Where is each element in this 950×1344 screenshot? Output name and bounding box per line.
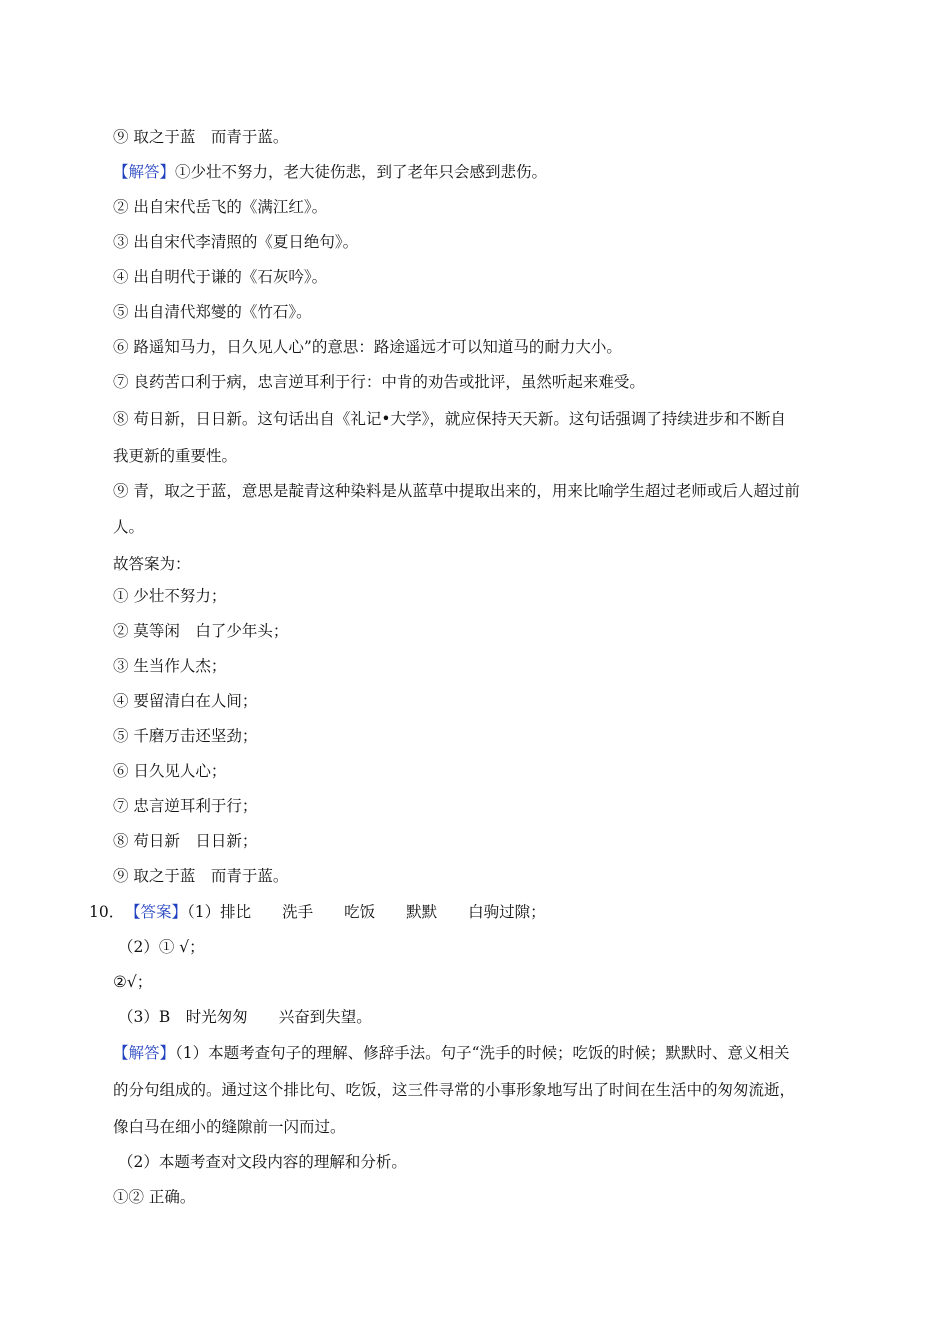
text-line: ①少壮不努力，老大徒伤悲，到了老年只会感到悲伤。 <box>175 163 548 181</box>
text-line: ① 少壮不努力； <box>113 587 227 605</box>
answer-explanation-line <box>113 1043 873 1063</box>
text-line: ⑨ 青，取之于蓝，意思是靛青这种染料是从蓝草中提取出来的，用来比喻学生超过老师或后人超过前 <box>113 482 800 500</box>
text-line: 故答案为： <box>113 555 191 573</box>
text-line: ⑥ 路遥知马力，日久见人心”的意思：路途遥远才可以知道马的耐力大小。 <box>113 338 622 356</box>
text-line: ②√； <box>113 973 153 991</box>
text-line: （2）① √； <box>118 938 205 956</box>
text-line: ⑤ 出自清代郑燮的《竹石》。 <box>113 303 312 321</box>
text-line: ③ 生当作人杰； <box>113 657 227 675</box>
answer-line <box>125 902 885 922</box>
text-line: （1）排比 洗手 吃饭 默默 白驹过隙； <box>187 903 546 921</box>
text-line: ④ 要留清白在人间； <box>113 692 258 710</box>
text-line: 的分句组成的。通过这个排比句、吃饭，这三件寻常的小事形象地写出了时间在生活中的匆匆流逝， <box>113 1081 796 1099</box>
text-line: （3）B 时光匆匆 兴奋到失望。 <box>118 1008 372 1026</box>
text-line: ④ 出自明代于谦的《石灰吟》。 <box>113 268 328 286</box>
text-line: ⑧ 苟日新，日日新。这句话出自《礼记•大学》，就应保持天天新。这句话强调了持续进步和不断自 <box>113 410 786 428</box>
text-line: （1）本题考查句子的理解、修辞手法。句子“洗手的时候；吃饭的时候；默默时、意义相关 <box>175 1044 790 1062</box>
text-line: ⑧ 苟日新 日日新； <box>113 832 258 850</box>
text-line: ⑤ 千磨万击还坚劲； <box>113 727 258 745</box>
text-line: ⑨ 取之于蓝 而青于蓝。 <box>113 128 289 146</box>
text-line: ⑨ 取之于蓝 而青于蓝。 <box>113 867 289 885</box>
text-line: ⑥ 日久见人心； <box>113 762 227 780</box>
text-line: ② 出自宋代岳飞的《满江红》。 <box>113 198 328 216</box>
question-number: 10． <box>89 903 125 921</box>
text-line: （2）本题考查对文段内容的理解和分析。 <box>118 1153 407 1171</box>
explanation-tag: 【解答】 <box>113 163 176 181</box>
text-line: 我更新的重要性。 <box>113 447 238 465</box>
text-line: ⑦ 忠言逆耳利于行； <box>113 797 258 815</box>
text-line: ② 莫等闲 白了少年头； <box>113 622 289 640</box>
text-line: ③ 出自宋代李清照的《夏日绝句》。 <box>113 233 359 251</box>
explanation-tag: 【解答】 <box>113 1044 176 1062</box>
answer-tag: 【答案】 <box>125 903 188 921</box>
text-line: 像白马在细小的缝隙前一闪而过。 <box>113 1118 346 1136</box>
text-line: ①② 正确。 <box>113 1188 196 1206</box>
text-line: ⑦ 良药苦口利于病，忠言逆耳利于行：中肯的劝告或批评，虽然听起来难受。 <box>113 373 645 391</box>
answer-explanation-line <box>113 162 873 182</box>
text-line: 人。 <box>113 518 145 536</box>
